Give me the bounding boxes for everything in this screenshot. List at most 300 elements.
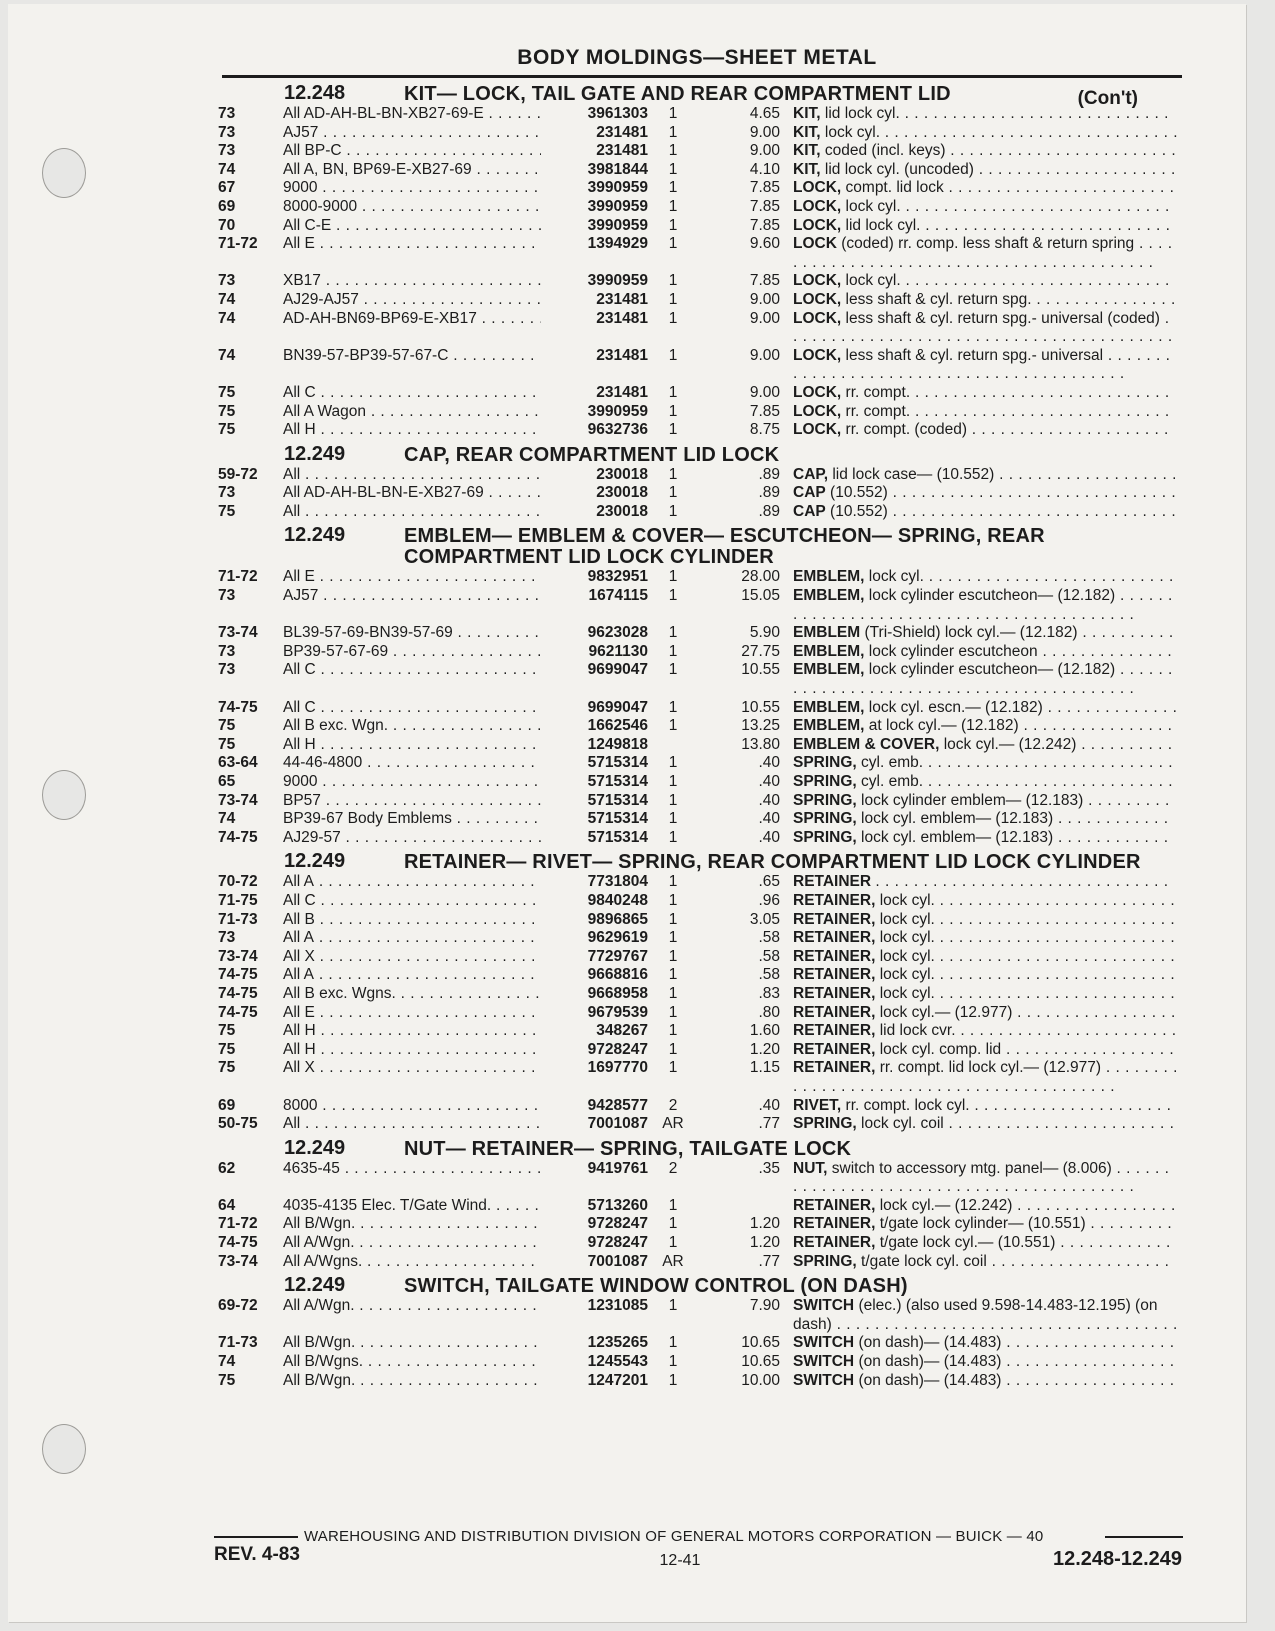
- part-number: 1247201: [587, 1371, 648, 1389]
- models-applicable: AJ29-AJ57 . . .: [283, 291, 541, 310]
- table-row: [218, 1097, 1180, 1116]
- part-description: [793, 1059, 1178, 1096]
- table-row: [218, 1234, 1180, 1253]
- unit-price: .40: [758, 754, 780, 772]
- models-applicable: All E . . .: [283, 568, 541, 587]
- quantity: 1: [668, 465, 678, 483]
- part-description: [793, 792, 1178, 811]
- unit-price: 15.05: [741, 587, 780, 605]
- models-applicable: 44-46-4800 . . .: [283, 754, 541, 773]
- unit-price: .83: [758, 984, 780, 1002]
- part-description: [793, 699, 1178, 718]
- quantity: 1: [668, 642, 678, 660]
- part-description: [793, 235, 1178, 272]
- part-detail: lock cyl.— (12.977): [879, 1003, 1013, 1021]
- part-description: [793, 643, 1178, 662]
- section-title: KIT— LOCK, TAIL GATE AND REAR COMPARTMENT LID: [404, 83, 951, 105]
- part-detail: (on dash)— (14.483): [858, 1353, 1002, 1371]
- part-detail: rr. compt.: [845, 383, 911, 401]
- part-detail: lock cyl.— (12.242): [879, 1196, 1013, 1214]
- model-year: 74: [218, 1353, 236, 1371]
- part-keyword: LOCK,: [793, 402, 842, 420]
- part-keyword: EMBLEM & COVER,: [793, 735, 940, 753]
- part-detail: (Tri-Shield) lock cyl.— (12.182): [864, 624, 1078, 642]
- footer-page-number: 12-41: [659, 1552, 701, 1569]
- part-detail: (on dash)— (14.483): [858, 1334, 1002, 1352]
- quantity: 1: [668, 346, 678, 364]
- table-row: [218, 1215, 1180, 1234]
- part-keyword: EMBLEM,: [793, 698, 865, 716]
- quantity: 1: [668, 1040, 678, 1058]
- part-keyword: RETAINER: [793, 873, 872, 891]
- part-description: [793, 717, 1178, 736]
- part-keyword: RETAINER,: [793, 1022, 876, 1040]
- section-rows: [218, 1160, 1180, 1272]
- unit-price: 27.75: [741, 642, 780, 660]
- unit-price: 7.85: [749, 179, 780, 197]
- table-row: [218, 142, 1180, 161]
- part-keyword: LOCK,: [793, 346, 842, 364]
- quantity: AR: [662, 1115, 684, 1133]
- part-number: 3990959: [587, 216, 648, 234]
- part-description: [793, 384, 1178, 403]
- part-number: 231481: [596, 123, 648, 141]
- part-keyword: RETAINER,: [793, 1040, 876, 1058]
- models-applicable: All C . . .: [283, 661, 541, 680]
- part-number: 9728247: [587, 1234, 648, 1252]
- table-row: [218, 291, 1180, 310]
- part-number: 5715314: [587, 754, 648, 772]
- part-detail: lock cyl.: [879, 910, 935, 928]
- footer-rule-left: [214, 1536, 298, 1538]
- models-applicable: All . . .: [283, 503, 541, 522]
- part-number: 3990959: [587, 272, 648, 290]
- model-year: 74-75: [218, 828, 258, 846]
- models-applicable: All A/Wgn. . . .: [283, 1234, 541, 1253]
- models-applicable: All B/Wgn. . . .: [283, 1215, 541, 1234]
- quantity: 1: [668, 947, 678, 965]
- table-row: [218, 347, 1180, 384]
- models-applicable: 8000 . . .: [283, 1097, 541, 1116]
- model-year: 70: [218, 216, 236, 234]
- quantity: 1: [668, 235, 678, 253]
- table-row: [218, 1022, 1180, 1041]
- binder-hole: [42, 770, 86, 820]
- part-detail: lock cyl.: [879, 929, 935, 947]
- part-keyword: CAP: [793, 502, 826, 520]
- model-year: 74: [218, 309, 236, 327]
- part-description: [793, 985, 1178, 1004]
- part-keyword: KIT,: [793, 160, 821, 178]
- quantity: 1: [668, 661, 678, 679]
- part-number: 5715314: [587, 810, 648, 828]
- unit-price: .77: [758, 1115, 780, 1133]
- binder-hole: [42, 148, 86, 198]
- unit-price: .80: [758, 1003, 780, 1021]
- part-description: [793, 661, 1178, 698]
- part-keyword: RETAINER,: [793, 1215, 876, 1233]
- unit-price: 10.55: [741, 661, 780, 679]
- model-year: 74-75: [218, 984, 258, 1002]
- table-row: [218, 272, 1180, 291]
- part-number: 231481: [596, 142, 648, 160]
- unit-price: .89: [758, 502, 780, 520]
- table-row: [218, 484, 1180, 503]
- table-row: [218, 699, 1180, 718]
- part-number: 1674115: [588, 587, 648, 605]
- part-number: 7731804: [587, 873, 648, 891]
- part-detail: switch to accessory mtg. panel— (8.006): [831, 1159, 1112, 1177]
- quantity: 1: [668, 1022, 678, 1040]
- quantity: 1: [668, 402, 678, 420]
- part-number: 1245543: [587, 1353, 648, 1371]
- section-header: [218, 81, 1180, 109]
- part-number: 9621130: [588, 642, 648, 660]
- part-number: 1662546: [587, 717, 648, 735]
- quantity: 1: [668, 142, 678, 160]
- model-year: 73: [218, 142, 236, 160]
- part-detail: lock cylinder escutcheon: [868, 642, 1038, 660]
- table-row: [218, 966, 1180, 985]
- part-keyword: EMBLEM: [793, 624, 861, 642]
- quantity: 1: [668, 272, 678, 290]
- quantity: 1: [668, 290, 678, 308]
- quantity: 1: [668, 123, 678, 141]
- unit-price: 9.00: [749, 309, 780, 327]
- part-detail: less shaft & cyl. return spg.- universal (coded): [845, 309, 1160, 327]
- model-year: 71-75: [218, 891, 258, 909]
- models-applicable: BP39-57-67-69 . . .: [283, 643, 541, 662]
- section-title: SWITCH, TAILGATE WINDOW CONTROL (ON DASH): [404, 1275, 908, 1298]
- unit-price: 9.00: [749, 123, 780, 141]
- model-year: 73: [218, 484, 236, 502]
- part-description: [793, 773, 1178, 792]
- unit-price: 1.20: [749, 1215, 780, 1233]
- models-applicable: All A Wagon . . .: [283, 403, 541, 422]
- quantity: 1: [668, 717, 678, 735]
- part-detail: cyl. emb.: [861, 754, 924, 772]
- model-year: 75: [218, 735, 236, 753]
- models-applicable: All A . . .: [283, 929, 541, 948]
- table-row: [218, 1059, 1180, 1096]
- part-number: 7729767: [587, 947, 648, 965]
- model-year: 73: [218, 661, 236, 679]
- model-year: 70-72: [218, 873, 258, 891]
- models-applicable: All A/Wgns. . . .: [283, 1253, 541, 1272]
- part-description: [793, 1160, 1178, 1197]
- section-rows: [218, 568, 1180, 847]
- model-year: 62: [218, 1159, 236, 1177]
- models-applicable: AD-AH-BN69-BP69-E-XB17 . . .: [283, 310, 541, 329]
- part-number: 9419761: [587, 1159, 648, 1177]
- models-applicable: All X . . .: [283, 1059, 541, 1078]
- part-number: 9632736: [587, 421, 648, 439]
- model-year: 65: [218, 773, 236, 790]
- unit-price: .40: [758, 828, 780, 846]
- model-year: 73: [218, 929, 236, 947]
- section-number: 12.249: [284, 1136, 346, 1159]
- part-detail: cyl. emb.: [861, 773, 924, 790]
- part-number: 3990959: [587, 402, 648, 420]
- section-number: 12.249: [284, 850, 346, 873]
- section-header: [218, 1136, 1180, 1160]
- unit-price: 9.00: [749, 383, 780, 401]
- part-number: 9728247: [587, 1040, 648, 1058]
- part-keyword: EMBLEM,: [793, 642, 865, 660]
- part-keyword: EMBLEM,: [793, 568, 865, 586]
- section-header: [218, 849, 1180, 873]
- quantity: 1: [668, 568, 678, 586]
- model-year: 64: [218, 1196, 236, 1214]
- models-applicable: All AD-AH-BL-BN-E-XB27-69 . . .: [283, 484, 541, 503]
- part-description: [793, 291, 1178, 310]
- part-detail: t/gate lock cyl.— (10.551): [879, 1234, 1056, 1252]
- unit-price: 9.60: [749, 235, 780, 253]
- models-applicable: 8000-9000 . . .: [283, 198, 541, 217]
- models-applicable: All X . . .: [283, 948, 541, 967]
- models-applicable: All A . . .: [283, 966, 541, 985]
- part-description: [793, 1215, 1178, 1234]
- unit-price: 10.00: [741, 1371, 780, 1389]
- part-number: 1231085: [587, 1297, 648, 1315]
- model-year: 63-64: [218, 754, 258, 772]
- unit-price: 1.20: [749, 1040, 780, 1058]
- models-applicable: BP57 . . .: [283, 792, 541, 811]
- part-description: [793, 1297, 1178, 1334]
- part-detail: lock cyl.: [845, 272, 901, 290]
- model-year: 74: [218, 290, 236, 308]
- part-description: [793, 272, 1178, 291]
- quantity: 1: [668, 502, 678, 520]
- part-number: 7001087: [587, 1115, 648, 1133]
- unit-price: 7.85: [749, 272, 780, 290]
- models-applicable: All C . . .: [283, 892, 541, 911]
- models-applicable: BN39-57-BP39-57-67-C . . .: [283, 347, 541, 366]
- part-detail: rr. compt. lock cyl.: [845, 1096, 970, 1114]
- model-year: 75: [218, 383, 236, 401]
- quantity: 1: [668, 160, 678, 178]
- table-row: [218, 1160, 1180, 1197]
- part-description: [793, 1197, 1178, 1216]
- quantity: 1: [668, 216, 678, 234]
- part-detail: lock cylinder emblem— (12.183): [861, 791, 1084, 809]
- models-applicable: 9000 . . .: [283, 773, 541, 792]
- unit-price: .35: [758, 1159, 780, 1177]
- part-keyword: SWITCH: [793, 1297, 855, 1315]
- part-keyword: SPRING,: [793, 791, 857, 809]
- model-year: 73: [218, 272, 236, 290]
- part-description: [793, 1353, 1178, 1372]
- part-detail: rr. compt.: [845, 402, 911, 420]
- part-description: [793, 892, 1178, 911]
- models-applicable: All E . . .: [283, 1004, 541, 1023]
- part-keyword: SPRING,: [793, 828, 857, 846]
- part-description: [793, 1022, 1178, 1041]
- unit-price: 7.85: [749, 402, 780, 420]
- unit-price: .40: [758, 791, 780, 809]
- model-year: 69: [218, 197, 236, 215]
- models-applicable: 4035-4135 Elec. T/Gate Wind. . . .: [283, 1197, 541, 1216]
- footer-revision: REV. 4-83: [214, 1544, 300, 1565]
- part-detail: t/gate lock cylinder— (10.551): [879, 1215, 1086, 1233]
- table-row: [218, 161, 1180, 180]
- table-row: [218, 985, 1180, 1004]
- part-keyword: SWITCH: [793, 1334, 855, 1352]
- section-title: EMBLEM— EMBLEM & COVER— ESCUTCHEON— SPRING, REAR COMPARTMENT LID LOCK CYLINDER: [404, 525, 1045, 569]
- part-detail: lid lock cyl. (uncoded): [824, 160, 974, 178]
- part-description: [793, 829, 1178, 848]
- part-description: [793, 568, 1178, 587]
- unit-price: .89: [758, 465, 780, 483]
- table-row: [218, 235, 1180, 272]
- models-applicable: All . . .: [283, 466, 541, 485]
- part-number: 1249818: [587, 735, 648, 753]
- quantity: 1: [668, 773, 678, 790]
- table-row: [218, 568, 1180, 587]
- part-detail: less shaft & cyl. return spg.: [845, 290, 1032, 308]
- model-year: 74-75: [218, 698, 258, 716]
- part-description: [793, 105, 1178, 124]
- unit-price: 9.00: [749, 346, 780, 364]
- quantity: 1: [668, 891, 678, 909]
- part-number: 9679539: [587, 1003, 648, 1021]
- part-number: 5715314: [587, 773, 648, 790]
- part-number: 7001087: [587, 1252, 648, 1270]
- part-detail: lock cyl.: [845, 197, 901, 215]
- part-detail: lock cylinder escutcheon— (12.182): [868, 661, 1116, 679]
- part-number: 230018: [596, 502, 648, 520]
- table-row: [218, 105, 1180, 124]
- part-keyword: EMBLEM,: [793, 661, 865, 679]
- models-applicable: BL39-57-69-BN39-57-69 . . .: [283, 624, 541, 643]
- part-detail: lock cyl. coil: [861, 1115, 944, 1133]
- part-number: 9832951: [587, 568, 648, 586]
- models-applicable: All B exc. Wgn. . . .: [283, 717, 541, 736]
- part-description: [793, 421, 1178, 440]
- part-keyword: LOCK,: [793, 309, 842, 327]
- table-row: [218, 587, 1180, 624]
- part-detail: t/gate lock cyl. coil: [861, 1252, 987, 1270]
- binder-hole: [42, 1424, 86, 1474]
- section-rows: [218, 466, 1180, 522]
- quantity: 1: [668, 624, 678, 642]
- part-detail: (coded) rr. comp. less shaft & return spring: [841, 235, 1135, 253]
- models-applicable: All BP-C . . .: [283, 142, 541, 161]
- table-row: [218, 1353, 1180, 1372]
- table-row: [218, 661, 1180, 698]
- model-year: 74: [218, 160, 236, 178]
- section-title: CAP, REAR COMPARTMENT LID LOCK: [404, 443, 780, 466]
- part-detail: lock cyl.: [879, 966, 935, 984]
- model-year: 74: [218, 346, 236, 364]
- model-year: 71-72: [218, 568, 258, 586]
- table-row: [218, 643, 1180, 662]
- part-detail: lock cyl. comp. lid: [879, 1040, 1002, 1058]
- part-number: 231481: [596, 346, 648, 364]
- part-detail: lid lock cvr.: [879, 1022, 956, 1040]
- section-rows: [218, 105, 1180, 440]
- models-applicable: XB17 . . .: [283, 272, 541, 291]
- section-number: 12.249: [284, 442, 346, 465]
- parts-listing: [218, 81, 1180, 1392]
- unit-price: .40: [758, 773, 780, 790]
- models-applicable: AJ57 . . .: [283, 587, 541, 606]
- model-year: 75: [218, 502, 236, 520]
- quantity: 1: [668, 1234, 678, 1252]
- table-row: [218, 810, 1180, 829]
- header-rule: [222, 75, 1182, 78]
- table-row: [218, 717, 1180, 736]
- part-number: 1697770: [587, 1059, 648, 1077]
- unit-price: 7.85: [749, 197, 780, 215]
- part-keyword: RETAINER,: [793, 1234, 876, 1252]
- table-row: [218, 503, 1180, 522]
- part-detail: (10.552): [830, 484, 888, 502]
- quantity: 2: [668, 1096, 678, 1114]
- part-number: 9428577: [587, 1096, 648, 1114]
- table-row: [218, 384, 1180, 403]
- table-row: [218, 1197, 1180, 1216]
- unit-price: 13.80: [741, 735, 780, 753]
- models-applicable: AJ57 . . .: [283, 124, 541, 143]
- part-detail: rr. compt. lid lock cyl.— (12.977): [879, 1059, 1102, 1077]
- part-description: [793, 929, 1178, 948]
- unit-price: 4.10: [749, 160, 780, 178]
- model-year: 50-75: [218, 1115, 258, 1133]
- model-year: 75: [218, 1059, 236, 1077]
- models-applicable: All A/Wgn. . . .: [283, 1297, 541, 1316]
- part-keyword: RETAINER,: [793, 966, 876, 984]
- part-detail: lock cyl.: [879, 947, 935, 965]
- model-year: 69: [218, 1096, 236, 1114]
- models-applicable: 4635-45 . . .: [283, 1160, 541, 1179]
- part-keyword: SWITCH: [793, 1353, 855, 1371]
- part-description: [793, 179, 1178, 198]
- page-header: BODY MOLDINGS—SHEET METAL: [517, 46, 877, 69]
- model-year: 73-74: [218, 1252, 258, 1270]
- part-keyword: RETAINER,: [793, 910, 876, 928]
- part-description: [793, 1097, 1178, 1116]
- part-description: [793, 503, 1178, 522]
- quantity: 1: [668, 587, 678, 605]
- section-number: 12.248: [284, 82, 346, 104]
- quantity: 1: [668, 484, 678, 502]
- part-detail: lock cyl. emblem— (12.183): [861, 828, 1054, 846]
- model-year: 75: [218, 402, 236, 420]
- model-year: 59-72: [218, 465, 258, 483]
- part-description: [793, 948, 1178, 967]
- models-applicable: All B . . .: [283, 911, 541, 930]
- part-detail: compt. lid lock: [845, 179, 944, 197]
- model-year: 73-74: [218, 624, 258, 642]
- model-year: 74-75: [218, 1003, 258, 1021]
- table-row: [218, 736, 1180, 755]
- model-year: 71-72: [218, 1215, 258, 1233]
- part-keyword: RETAINER,: [793, 1003, 876, 1021]
- part-keyword: LOCK,: [793, 216, 842, 234]
- part-keyword: EMBLEM,: [793, 587, 865, 605]
- part-description: [793, 484, 1178, 503]
- part-keyword: KIT,: [793, 142, 821, 160]
- model-year: 75: [218, 717, 236, 735]
- part-keyword: LOCK,: [793, 272, 842, 290]
- part-number: 1235265: [587, 1334, 648, 1352]
- part-number: 3990959: [587, 197, 648, 215]
- model-year: 71-73: [218, 1334, 258, 1352]
- part-description: [793, 161, 1178, 180]
- table-row: [218, 754, 1180, 773]
- table-row: [218, 179, 1180, 198]
